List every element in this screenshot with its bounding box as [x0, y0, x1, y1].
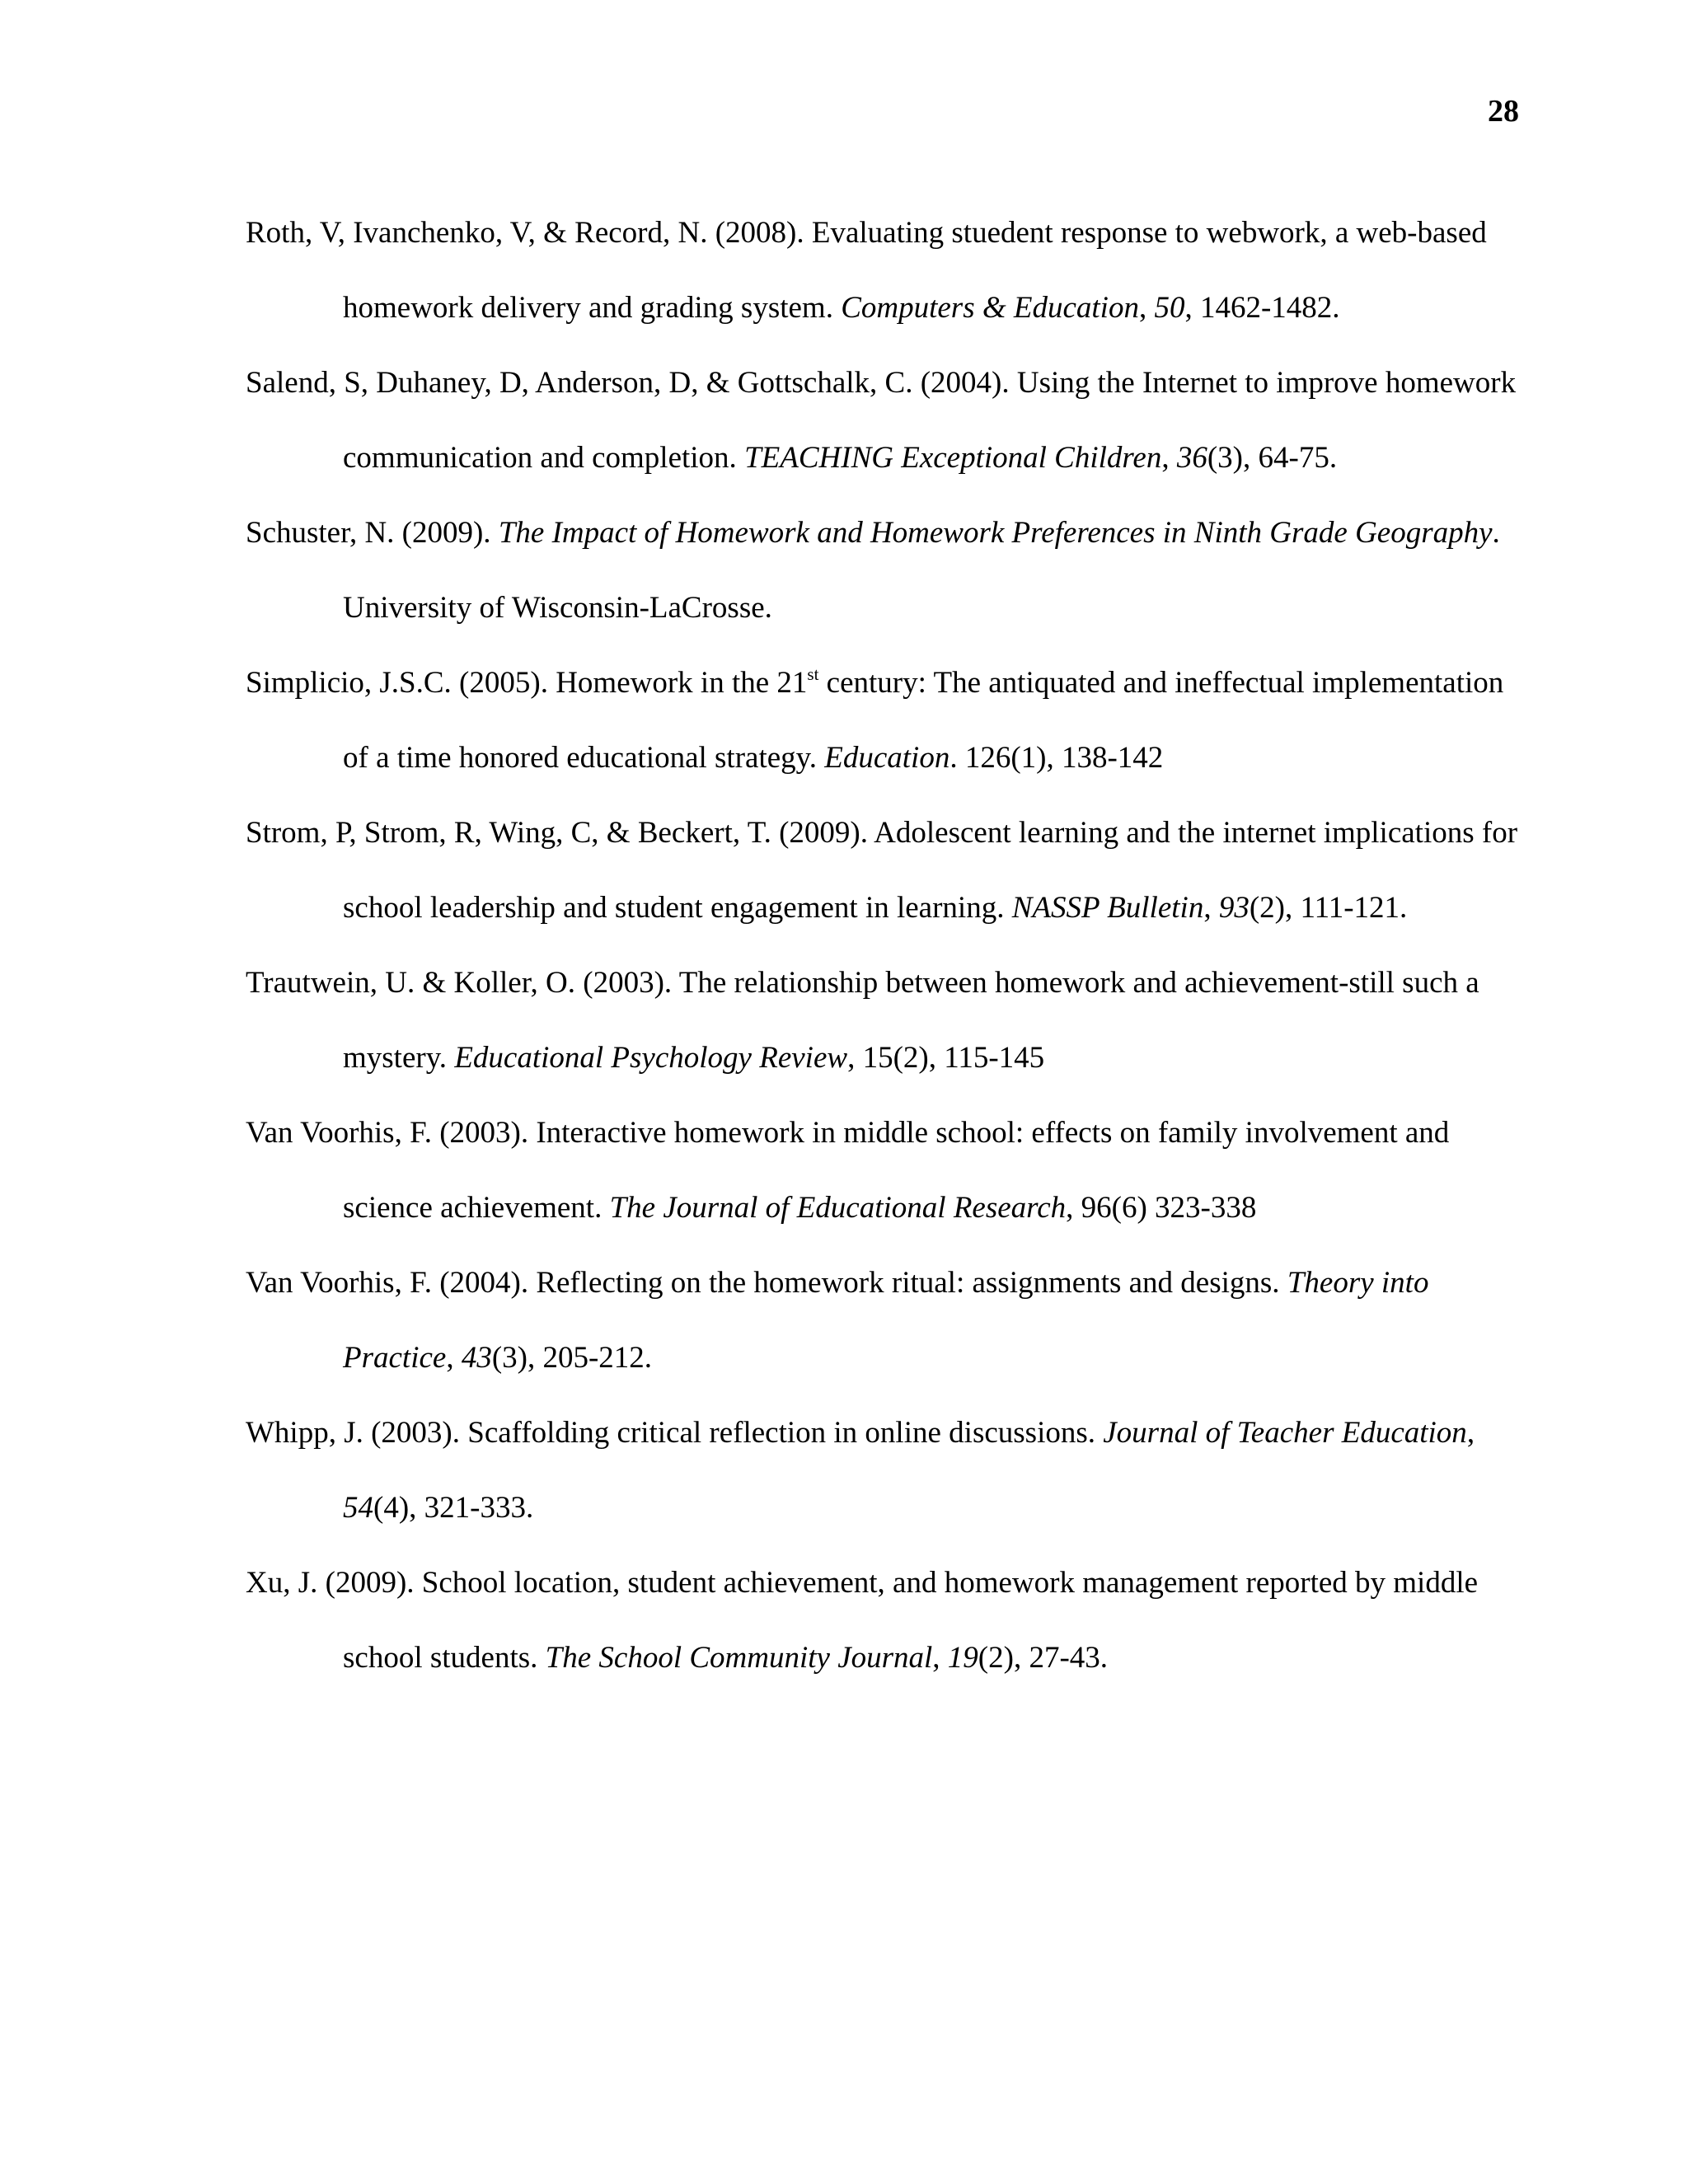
reference-entry-van-voorhis-2003: [246, 1095, 1523, 1245]
journal-title: Journal of Teacher Education: [1103, 1416, 1467, 1450]
reference-entry-whipp: [246, 1395, 1523, 1545]
volume-number: 54: [343, 1491, 373, 1525]
reference-text: Simplicio, J.S.C. (2005). Homework in the 21: [246, 666, 808, 700]
reference-entry-van-voorhis-2004: [246, 1245, 1523, 1395]
journal-title: Educational Psychology Review: [454, 1041, 848, 1075]
reference-list: [246, 195, 1523, 1695]
reference-text: , 1462-1482.: [1184, 291, 1340, 325]
reference-entry-schuster: [246, 495, 1523, 645]
reference-text: ,: [446, 1341, 462, 1375]
reference-entry-strom: [246, 795, 1523, 945]
journal-title: The School Community Journal: [545, 1641, 933, 1675]
reference-entry-salend: [246, 345, 1523, 495]
reference-text: (3), 64-75.: [1207, 441, 1338, 475]
journal-title: Computers & Education: [841, 291, 1139, 325]
reference-entry-roth: [246, 195, 1523, 345]
journal-title: NASSP Bulletin: [1011, 891, 1204, 925]
reference-text: Schuster, N. (2009).: [246, 516, 499, 550]
journal-title: Education: [824, 741, 950, 775]
reference-text: (4), 321-333.: [373, 1491, 534, 1525]
reference-text: Roth, V, Ivanchenko, V, & Record, N. (2008). Evaluating stuedent response to webwork, a web-based homework delivery and grading system.: [246, 216, 1487, 325]
reference-text: , 15(2), 115-145: [847, 1041, 1045, 1075]
reference-text: ,: [1203, 891, 1219, 925]
reference-entry-trautwein: [246, 945, 1523, 1095]
reference-text: . University of Wisconsin-LaCrosse.: [343, 516, 1500, 625]
reference-text: Salend, S, Duhaney, D, Anderson, D, & Gottschalk, C. (2004). Using the Internet to improve homework communication and completion.: [246, 366, 1517, 475]
reference-text: (3), 205-212.: [491, 1341, 653, 1375]
reference-text: . 126(1), 138-142: [950, 741, 1164, 775]
reference-text: century: The antiquated and ineffectual implementation of a time honored educational strategy.: [343, 666, 1504, 775]
ordinal-superscript: st: [807, 664, 819, 684]
page-number: 28: [1488, 94, 1519, 129]
reference-text: , 96(6) 323-338: [1066, 1191, 1257, 1225]
reference-entry-xu: [246, 1545, 1523, 1695]
work-title: The Impact of Homework and Homework Preferences in Ninth Grade Geography: [498, 516, 1493, 550]
reference-text: ,: [932, 1641, 948, 1675]
reference-text: Xu, J. (2009). School location, student achievement, and homework management reported by middle school students.: [246, 1566, 1479, 1675]
reference-text: (2), 111-121.: [1249, 891, 1408, 925]
reference-text: Van Voorhis, F. (2003). Interactive homework in middle school: effects on family involvement and science achievement.: [246, 1116, 1450, 1225]
volume-number: 43: [461, 1341, 492, 1375]
reference-text: ,: [1466, 1416, 1475, 1450]
reference-entry-simplicio: [246, 645, 1523, 795]
reference-text: Strom, P, Strom, R, Wing, C, & Beckert, T. (2009). Adolescent learning and the internet implications for school leadership and student engagement in learning.: [246, 816, 1518, 925]
reference-text: (2), 27-43.: [978, 1641, 1109, 1675]
journal-title: TEACHING Exceptional Children: [744, 441, 1162, 475]
journal-title: Theory into Practice: [343, 1266, 1429, 1375]
volume-number: 50: [1154, 291, 1185, 325]
reference-text: Trautwein, U. & Koller, O. (2003). The relationship between homework and achievement-still such a mystery.: [246, 966, 1479, 1075]
reference-text: ,: [1138, 291, 1155, 325]
reference-text: Whipp, J. (2003). Scaffolding critical reflection in online discussions.: [246, 1416, 1104, 1450]
journal-title: The Journal of Educational Research: [609, 1191, 1067, 1225]
volume-number: 19: [947, 1641, 978, 1675]
reference-text: ,: [1161, 441, 1177, 475]
volume-number: 36: [1176, 441, 1207, 475]
volume-number: 93: [1218, 891, 1250, 925]
reference-text: Van Voorhis, F. (2004). Reflecting on the homework ritual: assignments and designs.: [246, 1266, 1287, 1300]
